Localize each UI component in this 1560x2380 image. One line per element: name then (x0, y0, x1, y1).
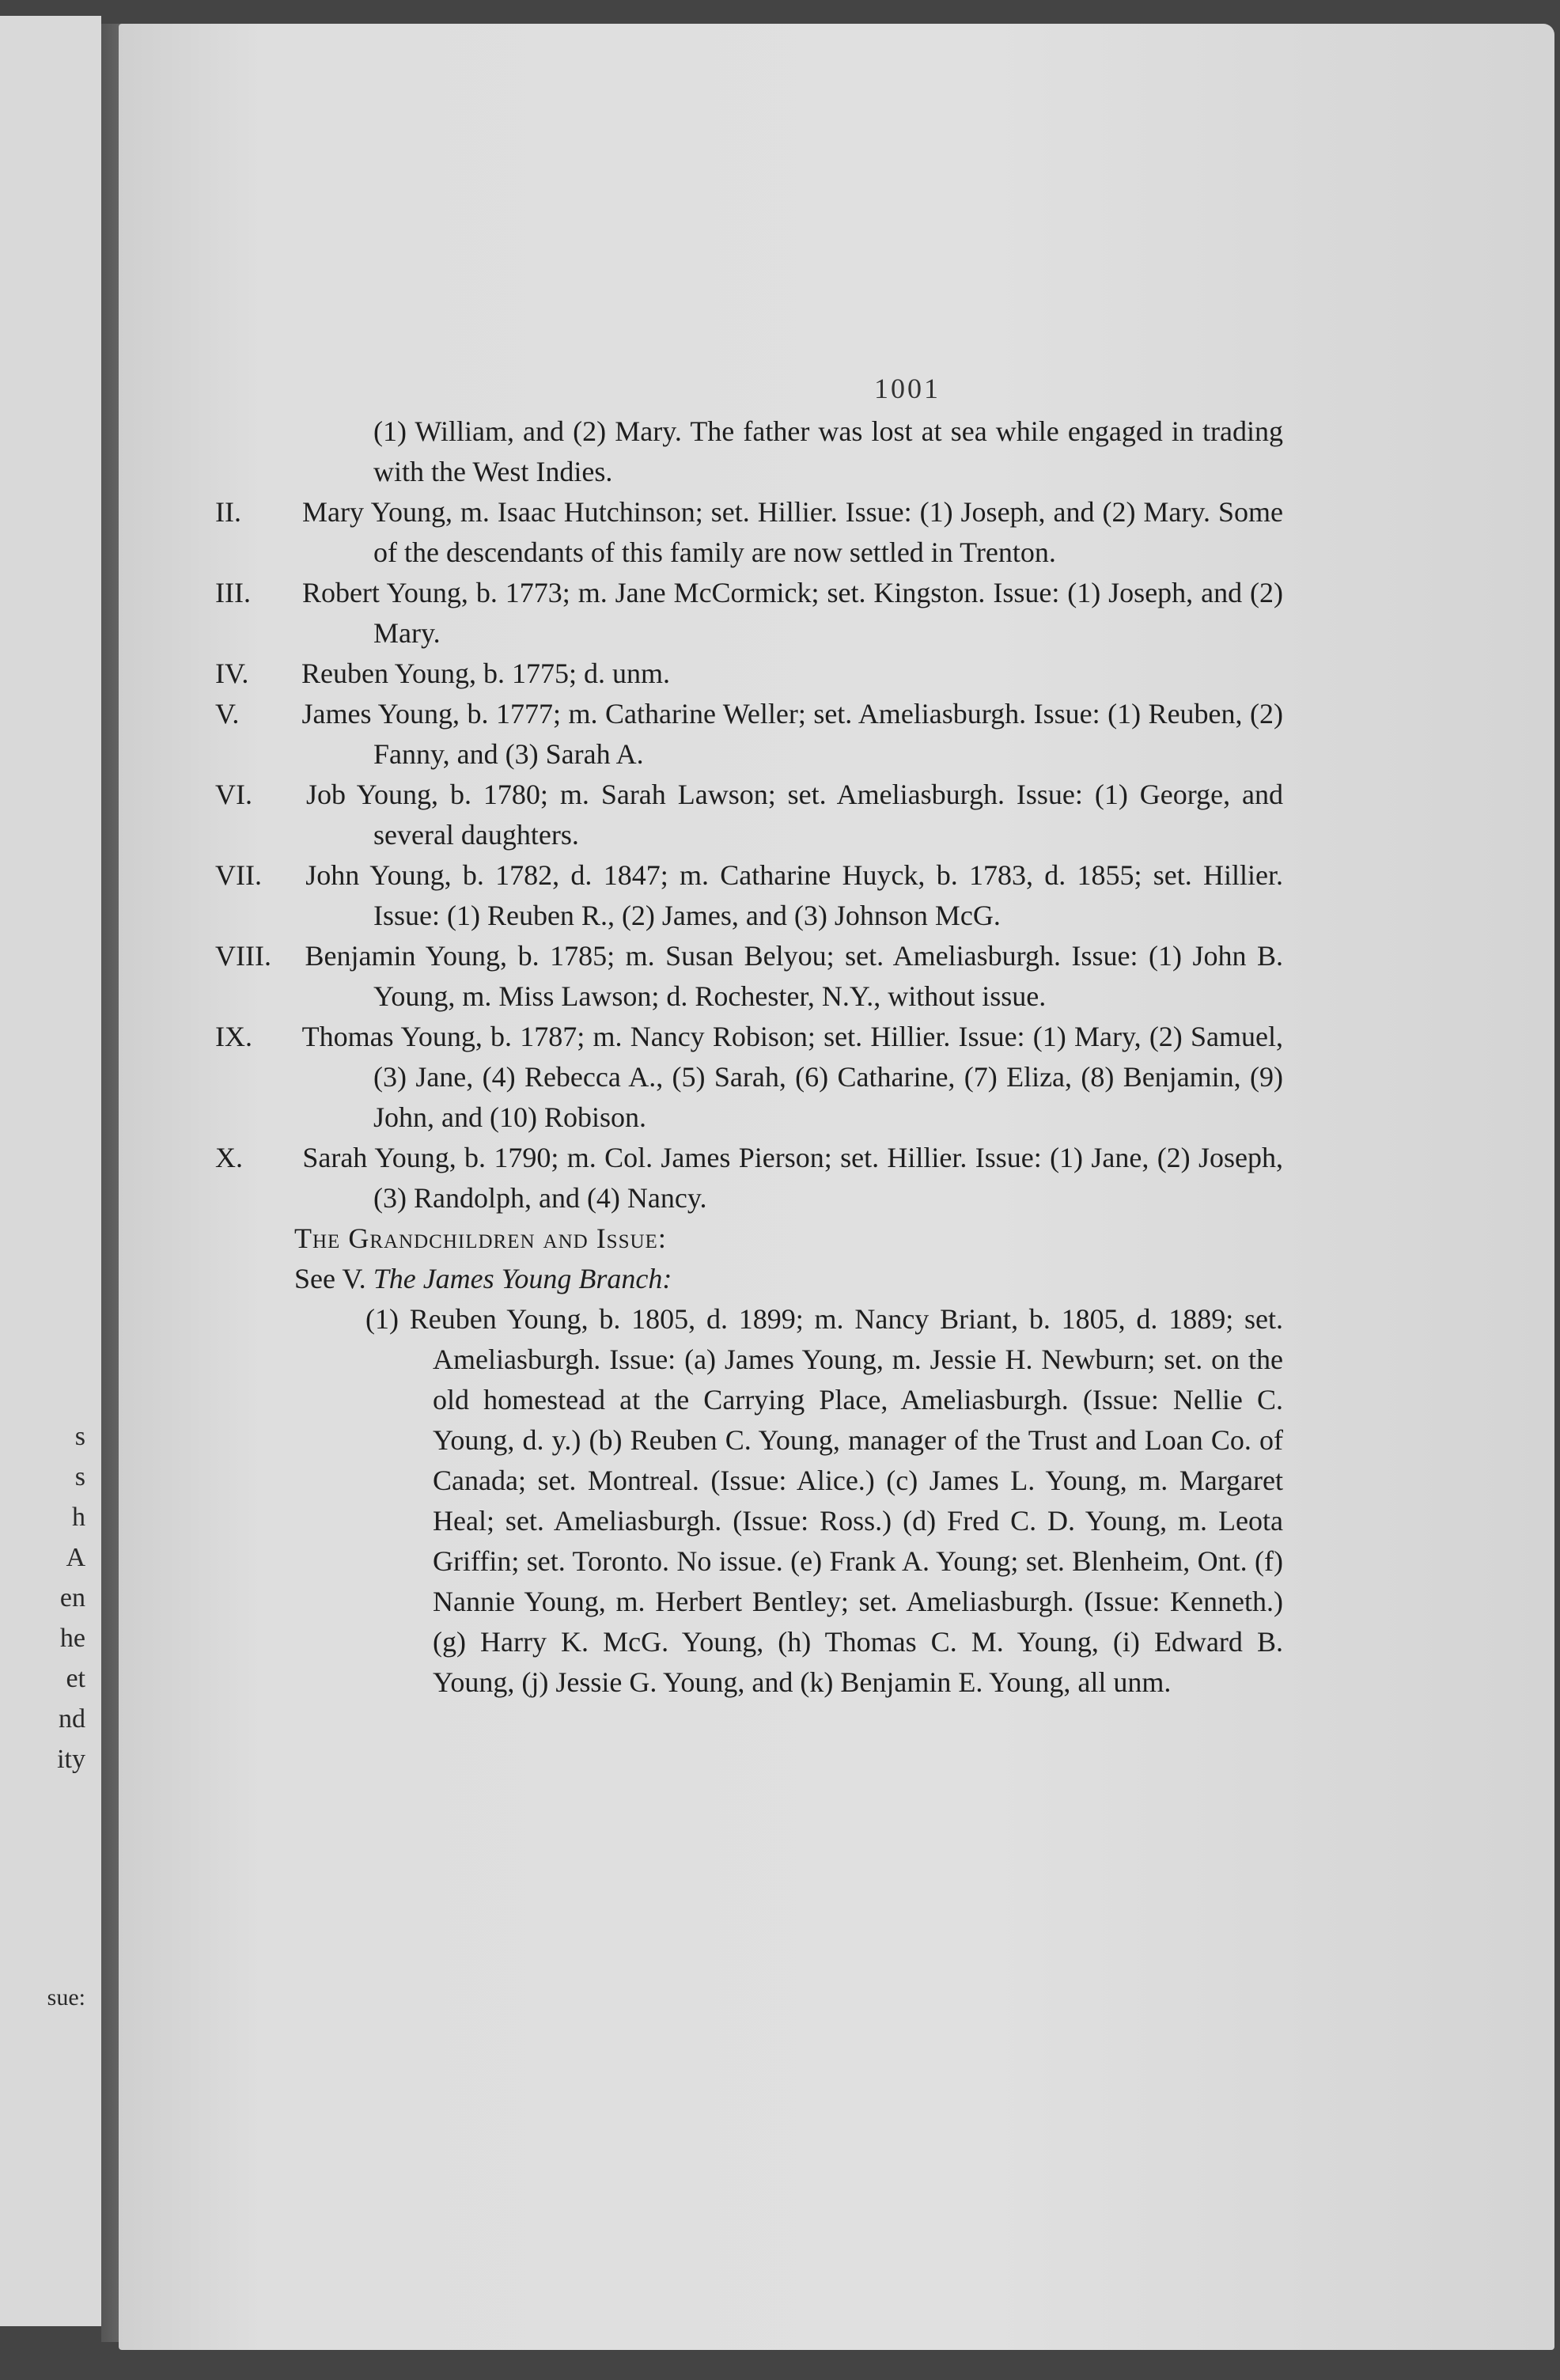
entry-text: John Young, b. 1782, d. 1847; m. Catharine Huyck, b. 1783, d. 1855; set. Hillier. Issue: (1) Reuben R., (2) James, and (3) Johnson McG. (305, 859, 1284, 931)
grandchild-number: (1) (365, 1303, 399, 1335)
page-content (294, 411, 1283, 1703)
entry-x (294, 1138, 1283, 1218)
left-fragment: ity (57, 1745, 85, 1774)
entry-ix (294, 1017, 1283, 1138)
entry-text: Benjamin Young, b. 1785; m. Susan Belyou; set. Ameliasburgh. Issue: (1) John B. Young, m. Miss Lawson; d. Rochester, N.Y., without issue. (305, 940, 1283, 1012)
entry-text: Mary Young, m. Isaac Hutchinson; set. Hillier. Issue: (1) Joseph, and (2) Mary. Some of the descendants of this family are now settled in Trenton. (301, 496, 1284, 568)
entry-ii (294, 492, 1283, 573)
left-fragment: he (59, 1624, 85, 1653)
grandchild-text: Reuben Young, b. 1805, d. 1899; m. Nancy Briant, b. 1805, d. 1889; set. Ameliasburgh. Issue: (a) James Young, m. Jessie H. Newburn; set. on the old homestead at the Carrying Place, Ameliasburgh. (Issue: Nellie C. Young, d. y.) (b) Reuben C. Young, manager of the Trust and Loan Co. of Canada; set. Montreal. (Issue: Alice.) (c) James L. Young, m. Margaret Heal; set. Ameliasburgh. (Issue: Ross.) (d) Fred C. D. Young, m. Leota Griffin; set. Toronto. No issue. (e) Frank A. Young; set. Blenheim, Ont. (f) Nannie Young, m. Herbert Bentley; set. Ameliasburgh. (Issue: Kenneth.) (g) Harry K. McG. Young, (h) Thomas C. M. Young, (i) Edward B. Young, (j) Jessie G. Young, and (k) Benjamin E. Young, all unm. (409, 1303, 1283, 1698)
left-fragment: s (74, 1462, 85, 1491)
branch-title: The James Young Branch: (373, 1263, 672, 1294)
entry-text: Robert Young, b. 1773; m. Jane McCormick; set. Kingston. Issue: (1) Joseph, and (2) Mary. (301, 577, 1283, 649)
entry-text: James Young, b. 1777; m. Catharine Weller; set. Ameliasburgh. Issue: (1) Reuben, (2) Fanny, and (3) Sarah A. (301, 698, 1283, 770)
page-number: 1001 (874, 373, 941, 404)
entry-text: Job Young, b. 1780; m. Sarah Lawson; set. Ameliasburgh. Issue: (1) George, and several daughters. (305, 779, 1284, 851)
entry-continuation (294, 411, 1283, 492)
left-fragment: en (59, 1583, 85, 1613)
entry-viii (294, 936, 1283, 1017)
left-fragment: A (66, 1543, 85, 1572)
left-facing-page (0, 16, 101, 2326)
left-fragment-issue: sue: (47, 1984, 85, 2010)
left-fragment: et (66, 1664, 85, 1693)
left-fragment: nd (59, 1704, 85, 1734)
entry-vi (294, 775, 1283, 855)
entry-text: (1) William, and (2) Mary. The father was lost at sea while engaged in trading with the West Indies. (373, 415, 1283, 487)
entry-v (294, 694, 1283, 775)
see-prefix: See V. (294, 1263, 366, 1294)
section-heading: The Grandchildren and Issue: (294, 1222, 667, 1254)
left-fragment: s (74, 1422, 85, 1451)
entry-iii (294, 573, 1283, 654)
entry-iv (294, 654, 1283, 694)
entry-text: Thomas Young, b. 1787; m. Nancy Robison; set. Hillier. Issue: (1) Mary, (2) Samuel, (3) Jane, (4) Rebecca A., (5) Sarah, (6) Catharine, (7) Eliza, (8) Benjamin, (9) John, and (10) Robison. (301, 1021, 1283, 1133)
entry-text: Sarah Young, b. 1790; m. Col. James Pierson; set. Hillier. Issue: (1) Jane, (2) Joseph, (3) Randolph, and (4) Nancy. (302, 1142, 1284, 1214)
entry-vii (294, 855, 1283, 936)
grandchild-entry (294, 1299, 1283, 1703)
left-fragment: h (72, 1503, 85, 1532)
left-page-text-fragments (47, 1416, 85, 2018)
branch-line (294, 1259, 1283, 1299)
entry-text: Reuben Young, b. 1775; d. unm. (301, 658, 671, 689)
